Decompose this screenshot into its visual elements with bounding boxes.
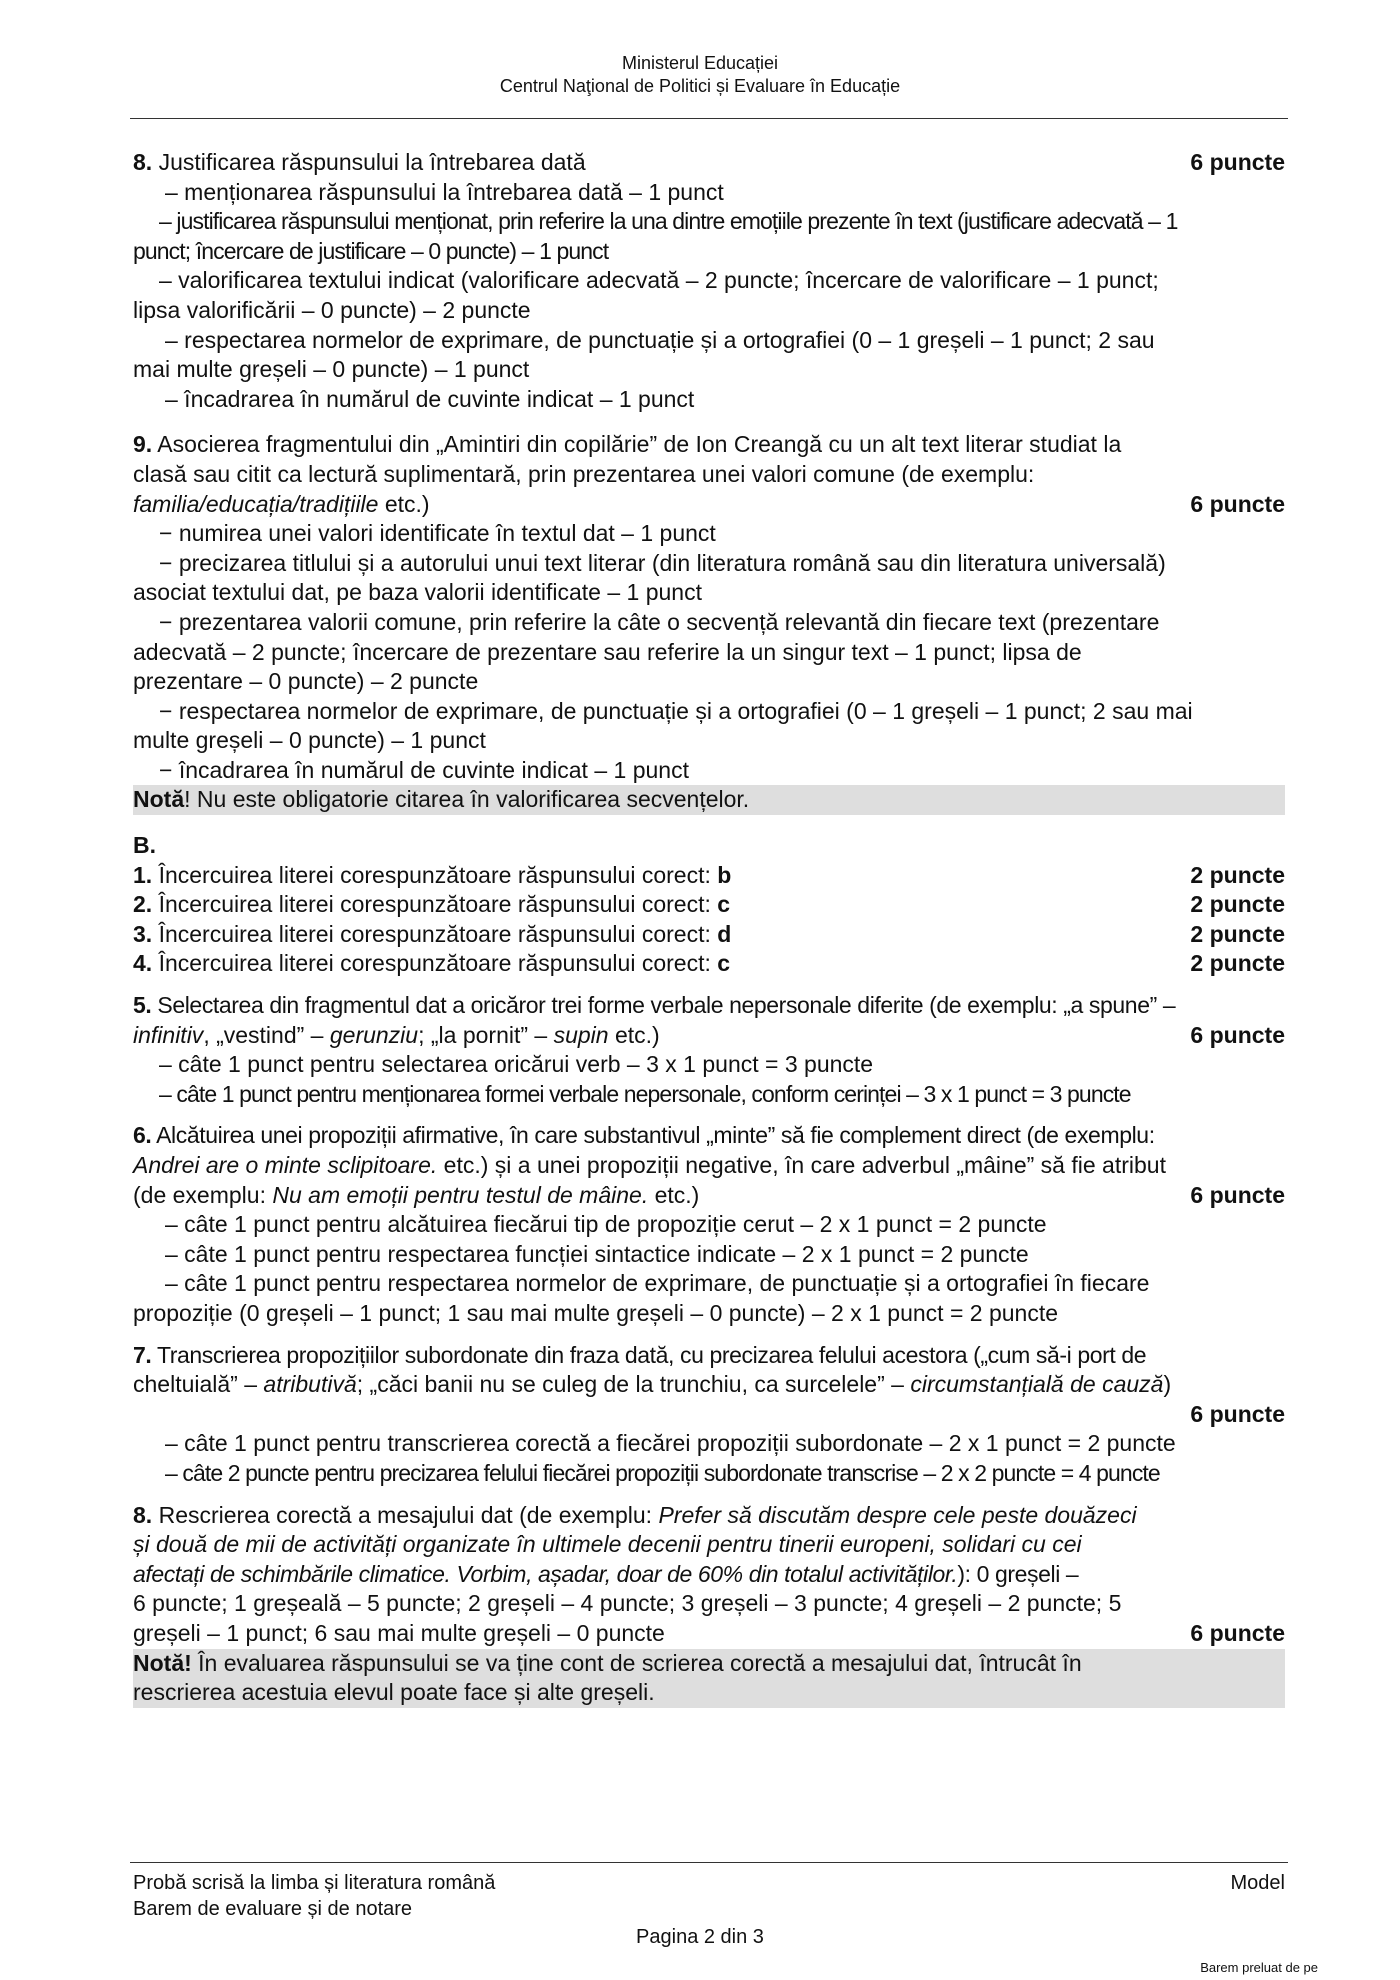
q7-title: 7. Transcrierea propozițiilor subordonate din fraza dată, cu precizarea felului acestora („cum să-i port de [133, 1341, 1147, 1368]
q8a-item: – respectarea normelor de exprimare, de punctuație și a ortografiei (0 – 1 greșeli – 1 punct; 2 sau [165, 326, 1155, 353]
q9-item: − numirea unei valori identificate în textul dat – 1 punct [159, 520, 716, 547]
q6-points: 6 puncte [1190, 1181, 1285, 1208]
q8a-item: – încadrarea în numărul de cuvinte indicat – 1 punct [165, 385, 695, 412]
q6-title-cont: Andrei are o minte sclipitoare. etc.) și a unei propoziții negative, în care adverbul „mâine” să fie atribut [133, 1152, 1166, 1178]
q5-title: 5. Selectarea din fragmentul dat a oricăror trei forme verbale nepersonale diferite (de exemplu: „a spune” – [133, 992, 1176, 1019]
q7-item: – câte 2 puncte pentru precizarea felului fiecărei propoziții subordonate transcrise – 2 x 2 puncte = 4 puncte [165, 1459, 1160, 1486]
q6-item: – câte 1 punct pentru respectarea normelor de exprimare, de punctuație și a ortografiei în fiecare [165, 1270, 1150, 1297]
mcq-item: 4. Încercuirea literei corespunzătoare răspunsului corect: c 2 puncte [133, 950, 1285, 977]
footer-exam-name: Probă scrisă la limba și literatura română [133, 1872, 496, 1894]
header-ministry: Ministerul Educației [621, 53, 779, 73]
page-number: Pagina 2 din 3 [636, 1926, 764, 1948]
q7-item: – câte 1 punct pentru transcrierea corectă a fiecărei propoziții subordonate – 2 x 1 punct = 2 puncte [165, 1430, 1176, 1457]
q9-item: adecvată – 2 puncte; încercare de prezentare sau referire la un singur text – 1 punct; lipsa de [133, 638, 1082, 665]
grading-content [133, 148, 1285, 1708]
q5-points: 6 puncte [1190, 1021, 1285, 1048]
q8a-item: – menționarea răspunsului la întrebarea dată – 1 punct [165, 178, 724, 205]
q8b-scoring: 6 puncte; 1 greșeală – 5 puncte; 2 greșeli – 4 puncte; 3 greșeli – 3 puncte; 4 greșeli – 2 puncte; 5 [133, 1590, 1122, 1617]
q8a-item: – valorificarea textului indicat (valorificare adecvată – 2 puncte; încercare de valorificare – 1 punct; [159, 267, 1159, 294]
q5-item: – câte 1 punct pentru menționarea formei verbale nepersonale, conform cerinței – 3 x 1 punct = 3 puncte [159, 1080, 1131, 1107]
q9-item: asociat textului dat, pe baza valorii identificate – 1 punct [133, 579, 702, 606]
barem-source-note: Barem preluat de pe [1200, 1960, 1318, 1975]
q7-points: 6 puncte [1190, 1400, 1285, 1427]
q9-item: − precizarea titlului și a autorului unui text literar (din literatura română sau din literatura universală) [159, 549, 1166, 576]
footer-barem-title: Barem de evaluare și de notare [133, 1898, 413, 1920]
q8a-item: punct; încercare de justificare – 0 puncte) – 1 punct [133, 237, 609, 264]
q9-title-cont: familia/educația/tradițiile etc.) 6 puncte [133, 490, 1285, 520]
header-center: Centrul Naţional de Politici și Evaluare în Educație [499, 76, 901, 96]
footer-divider [130, 1862, 1288, 1863]
q9-item: − respectarea normelor de exprimare, de punctuație și a ortografiei (0 – 1 greșeli – 1 punct; 2 sau mai [159, 697, 1193, 724]
q8b-title: 8. Rescrierea corectă a mesajului dat (de exemplu: Prefer să discutăm despre cele peste douăzeci [133, 1501, 1137, 1528]
q9-item: − prezentarea valorii comune, prin referire la câte o secvență relevantă din fiecare text (prezentare [159, 608, 1160, 635]
mcq-item: 1. Încercuirea literei corespunzătoare răspunsului corect: b 2 puncte [133, 861, 1285, 888]
q8a-item: mai multe greșeli – 0 puncte) – 1 punct [133, 356, 530, 383]
q5-item: – câte 1 punct pentru selectarea oricărui verb – 3 x 1 punct = 3 puncte [159, 1051, 874, 1078]
q9-points: 6 puncte [1190, 490, 1285, 517]
q8b-scoring: greșeli – 1 punct; 6 sau mai multe greșeli – 0 puncte 6 puncte [133, 1619, 1285, 1649]
q9-item: multe greșeli – 0 puncte) – 1 punct [133, 727, 486, 754]
q8b-title-cont: afectați de schimbările climatice. Vorbim, așadar, doar de 60% din totalul activităților.): 0 greșeli – [133, 1560, 1079, 1587]
q8b-points: 6 puncte [1190, 1619, 1285, 1646]
q9-title-cont: clasă sau citit ca lectură suplimentară, prin prezentarea unei valori comune (de exemplu: [133, 460, 1035, 487]
q6-item: propoziție (0 greșeli – 1 punct; 1 sau mai multe greșeli – 0 puncte) – 2 x 1 punct = 2 puncte [133, 1299, 1059, 1326]
page-footer [133, 1870, 1285, 1922]
q7-title-cont: cheltuială” – atributivă; „căci banii nu se culeg de la trunchiu, ca surcelele” – circumstanțială de cauză) [133, 1371, 1172, 1398]
q7-points-line [133, 1400, 1285, 1430]
mcq-item: 3. Încercuirea literei corespunzătoare răspunsului corect: d 2 puncte [133, 920, 1285, 947]
header-divider [130, 118, 1288, 119]
q6-item: – câte 1 punct pentru alcătuirea fiecărui tip de propoziție cerut – 2 x 1 punct = 2 puncte [165, 1211, 1047, 1238]
q6-title-cont: (de exemplu: Nu am emoții pentru testul de mâine. etc.) 6 puncte [133, 1181, 1285, 1211]
page-header [0, 52, 1400, 98]
q9-note: Notă! Nu este obligatorie citarea în valorificarea secvențelor. [133, 785, 1285, 815]
mcq-item: 2. Încercuirea literei corespunzătoare răspunsului corect: c 2 puncte [133, 891, 1285, 918]
section-b-label: B. [133, 832, 156, 859]
q9-title: 9. Asocierea fragmentului din „Amintiri din copilărie” de Ion Creangă cu un alt text literar studiat la [133, 431, 1122, 458]
q6-item: – câte 1 punct pentru respectarea funcției sintactice indicate – 2 x 1 punct = 2 puncte [165, 1240, 1029, 1267]
q8a-item: lipsa valorificării – 0 puncte) – 2 puncte [133, 296, 531, 323]
q8b-note: Notă! În evaluarea răspunsului se va ține cont de scrierea corectă a mesajului dat, întrucât în rescrierea acestuia elevul poate face și alte greșeli. [133, 1649, 1285, 1708]
q5-title-cont: infinitiv, „vestind” – gerunziu; „la pornit” – supin etc.) 6 puncte [133, 1021, 1285, 1051]
q8a-item: – justificarea răspunsului menționat, prin referire la una dintre emoțiile prezente în text (justificare adecvată – 1 [159, 208, 1178, 235]
q8b-title-cont: și două de mii de activități organizate în ultimele decenii pentru tinerii europeni, solidari cu cei [133, 1531, 1082, 1558]
footer-model: Model [1230, 1872, 1285, 1894]
q8a-title: 8. Justificarea răspunsului la întrebarea dată 6 puncte [133, 148, 1285, 178]
q9-item: prezentare – 0 puncte) – 2 puncte [133, 668, 479, 695]
q8a-points: 6 puncte [1190, 149, 1285, 175]
q6-title: 6. Alcătuirea unei propoziții afirmative, în care substantivul „minte” să fie complement direct (de exemplu: [133, 1122, 1155, 1149]
q9-item: − încadrarea în numărul de cuvinte indicat – 1 punct [159, 756, 689, 783]
